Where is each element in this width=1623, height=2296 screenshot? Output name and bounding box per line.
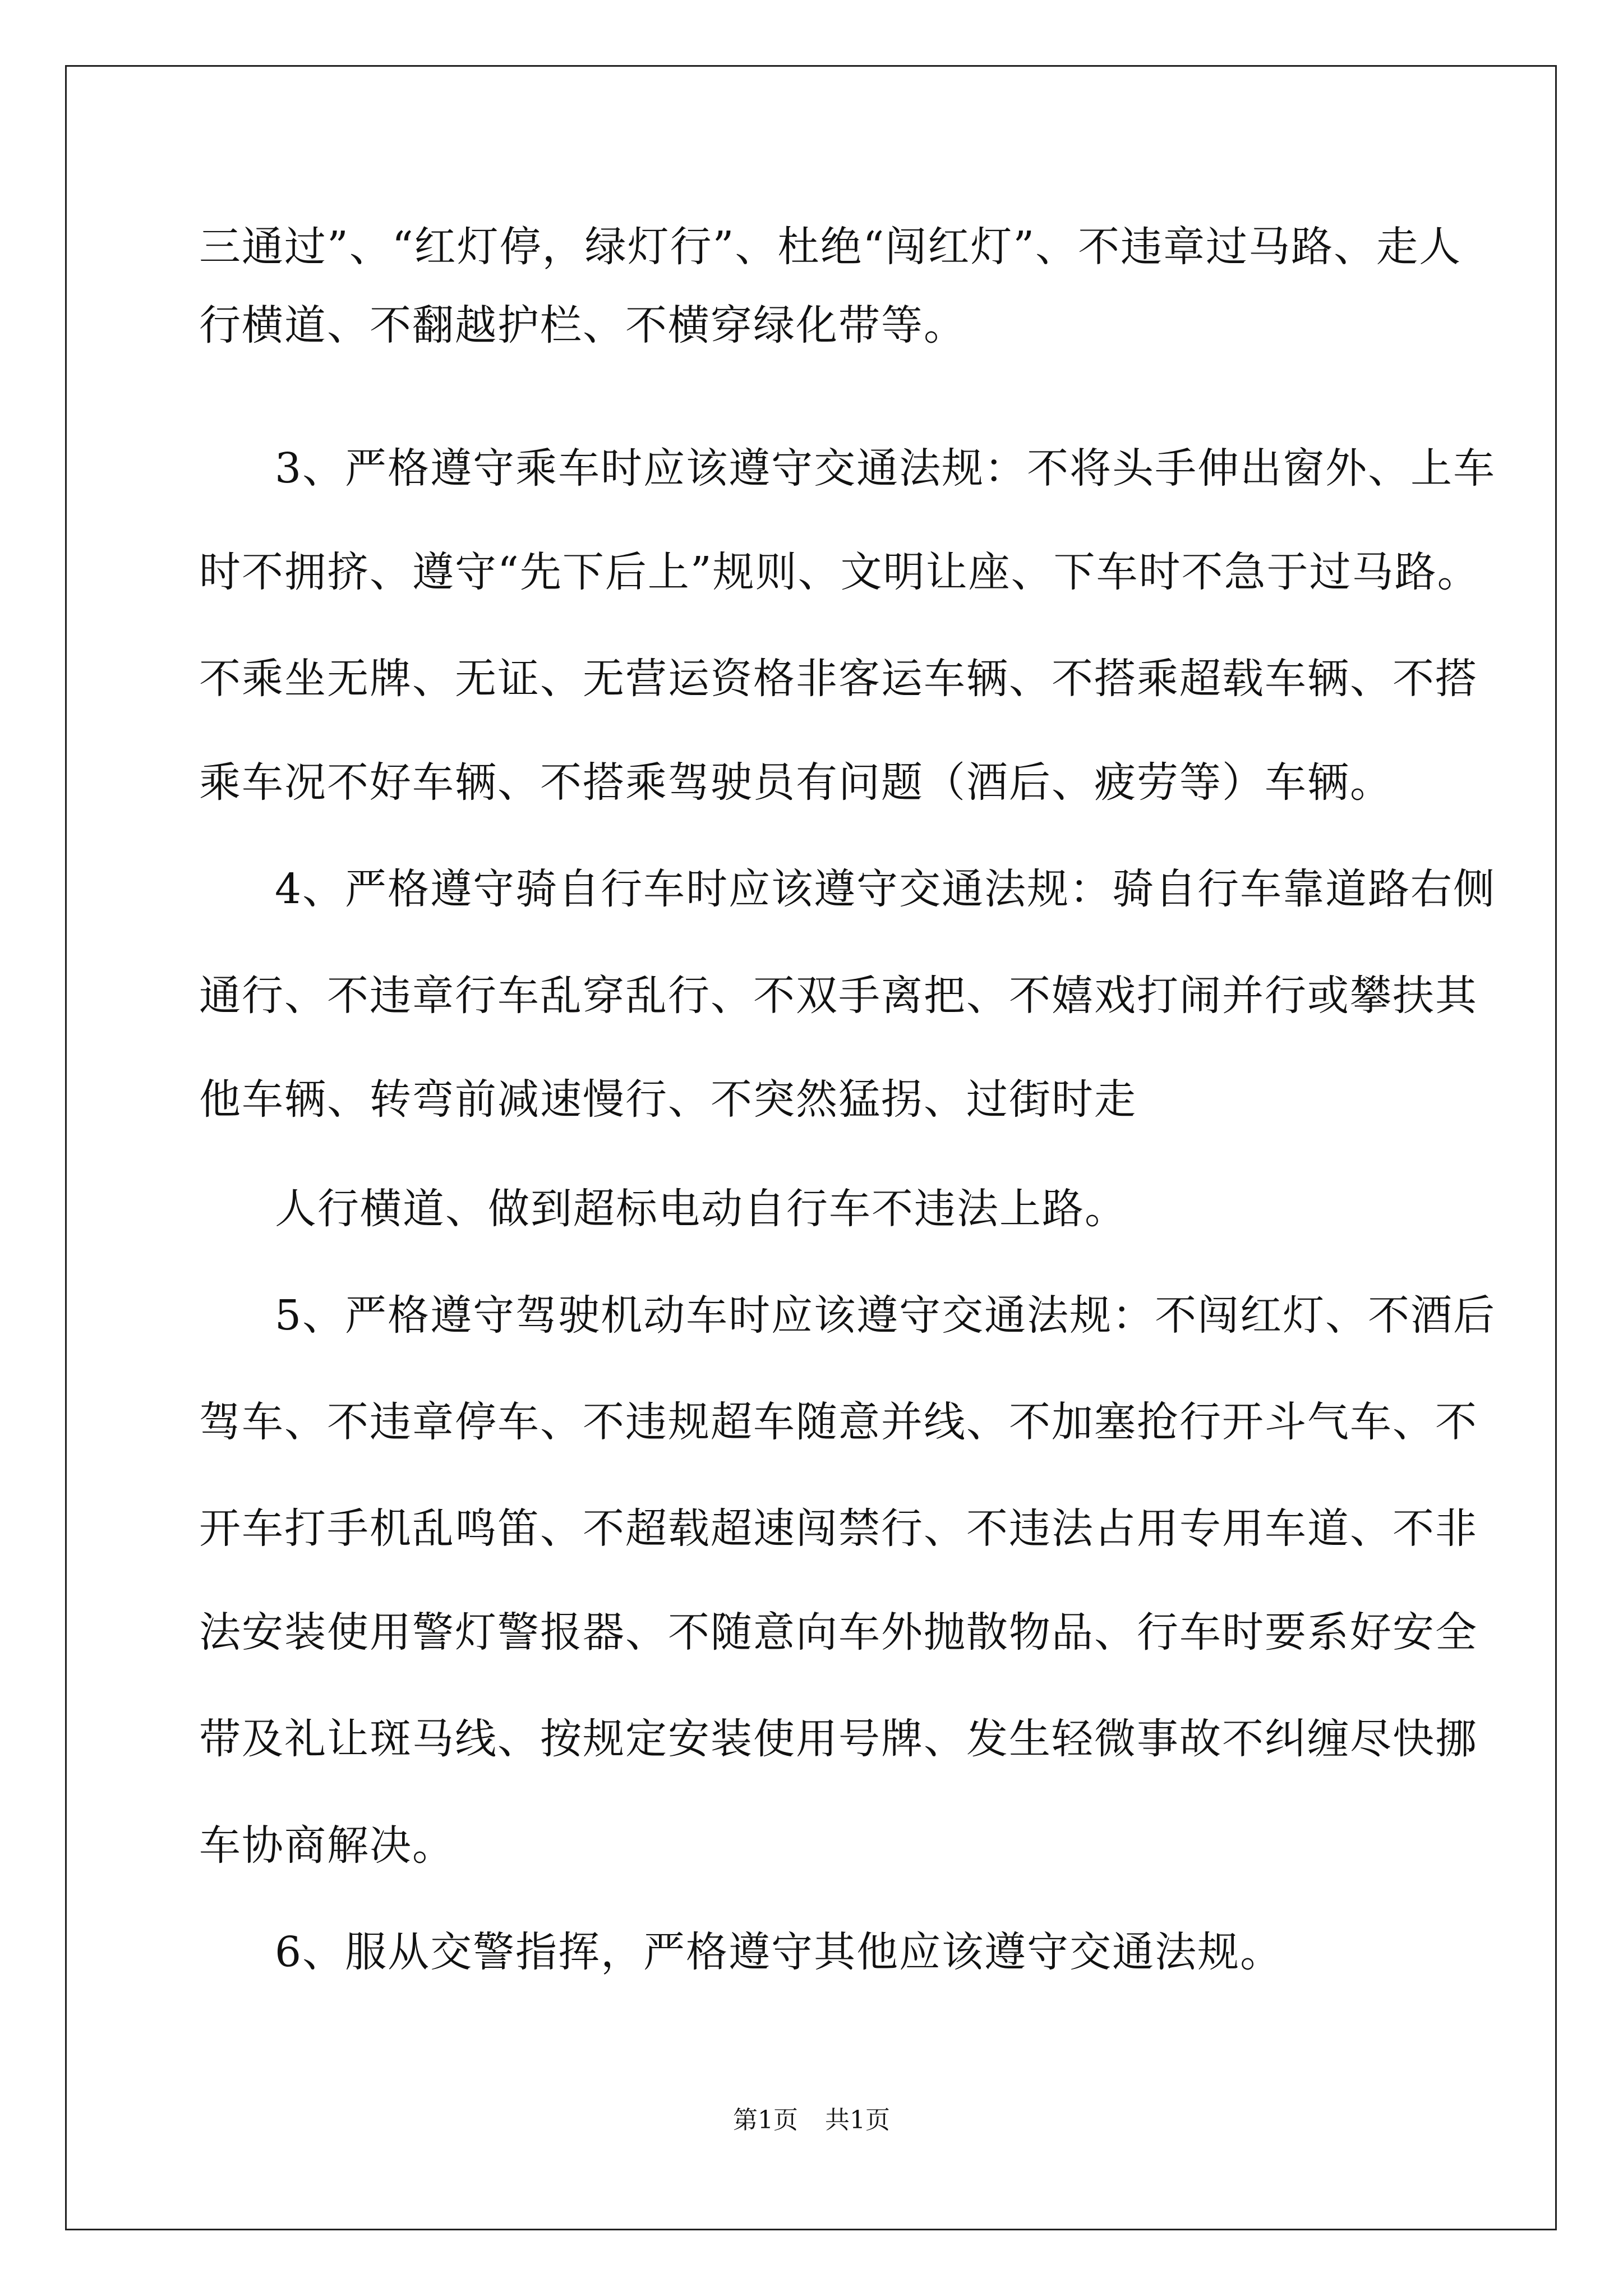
text-line: 4、严格遵守骑自行车时应该遵守交通法规：骑自行车靠道路右侧 — [275, 865, 1496, 913]
text-line: 不乘坐无牌、无证、无营运资格非客运车辆、不搭乘超载车辆、不搭 — [199, 655, 1478, 703]
text-line: 开车打手机乱鸣笛、不超载超速闯禁行、不违法占用专用车道、不非 — [199, 1504, 1478, 1553]
page-footer — [0, 2104, 1623, 2137]
page-total: 共1页 — [825, 2106, 890, 2134]
text-line: 通行、不违章行车乱穿乱行、不双手离把、不嬉戏打闹并行或攀扶其 — [199, 972, 1478, 1020]
page-border — [65, 65, 1557, 2230]
text-line: 三通过”、“红灯停，绿灯行”、杜绝“闯红灯”、不违章过马路、走人 — [199, 223, 1462, 271]
text-line: 人行横道、做到超标电动自行车不违法上路。 — [275, 1185, 1127, 1233]
text-line: 法安装使用警灯警报器、不随意向车外抛散物品、行车时要系好安全 — [199, 1608, 1478, 1657]
page-number: 第1页 — [733, 2106, 798, 2134]
text-line: 5、严格遵守驾驶机动车时应该遵守交通法规：不闯红灯、不酒后 — [275, 1291, 1496, 1340]
text-line: 乘车况不好车辆、不搭乘驾驶员有问题（酒后、疲劳等）车辆。 — [199, 758, 1393, 807]
text-line: 时不拥挤、遵守“先下后上”规则、文明让座、下车时不急于过马路。 — [199, 548, 1480, 596]
text-line: 驾车、不违章停车、不违规超车随意并线、不加塞抢行开斗气车、不 — [199, 1398, 1478, 1446]
text-line: 带及礼让斑马线、按规定安装使用号牌、发生轻微事故不纠缠尽快挪 — [199, 1715, 1478, 1763]
text-line: 行横道、不翻越护栏、不横穿绿化带等。 — [199, 301, 966, 349]
text-line: 他车辆、转弯前减速慢行、不突然猛拐、过街时走 — [199, 1075, 1137, 1124]
text-line: 车协商解决。 — [199, 1821, 455, 1870]
text-line: 3、严格遵守乘车时应该遵守交通法规：不将头手伸出窗外、上车 — [275, 444, 1496, 493]
text-line: 6、服从交警指挥，严格遵守其他应该遵守交通法规。 — [275, 1928, 1283, 1976]
